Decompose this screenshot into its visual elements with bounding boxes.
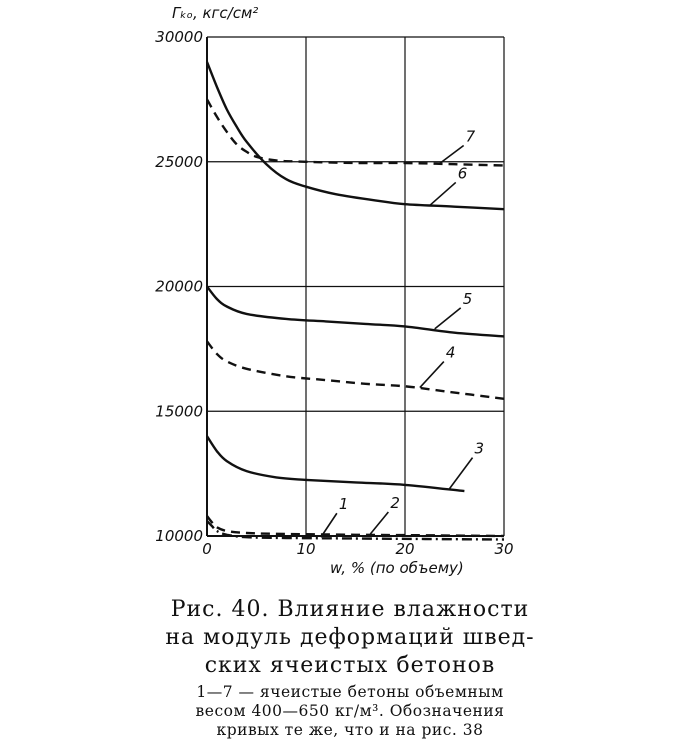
caption-note-line-1: 1—7 — ячеистые бетоны объемным [196, 683, 504, 701]
curves [207, 62, 504, 540]
x-tick-label: 20 [395, 540, 415, 558]
x-axis-label: w, % (по объему) [330, 559, 464, 577]
curve-5 [207, 287, 504, 337]
curve-4 [207, 341, 504, 398]
curve-label-leader [435, 308, 461, 329]
curve-label-5: 5 [462, 289, 473, 308]
x-tick-label: 0 [202, 540, 212, 558]
curve-label-leader [450, 458, 473, 489]
y-tick-label: 15000 [155, 402, 203, 421]
curve-7 [207, 99, 504, 165]
x-tick-label: 10 [296, 540, 316, 558]
curve-label-leader [370, 512, 388, 534]
caption-note-line-2: весом 400—650 кг/м³. Обозначения [195, 702, 505, 720]
figure-caption-note [0, 683, 700, 740]
figure-caption-title [0, 596, 700, 680]
grid [207, 37, 504, 536]
tick-labels [155, 28, 513, 558]
x-tick-label: 30 [494, 540, 514, 558]
y-tick-label: 30000 [155, 28, 203, 46]
y-tick-label: 10000 [155, 527, 203, 545]
caption-title-line-1: Рис. 40. Влияние влажности [170, 597, 530, 622]
curve-label-4: 4 [445, 343, 456, 362]
curve-6 [207, 62, 504, 209]
y-axis-label: Гₖₒ, кгс/см² [172, 4, 259, 22]
curve-label-2: 2 [390, 494, 400, 513]
curve-label-leader [430, 182, 456, 205]
y-tick-label: 25000 [155, 152, 203, 171]
caption-title-line-2: на модуль деформаций швед- [165, 625, 535, 650]
curve-3 [207, 436, 464, 491]
curve-label-6: 6 [457, 164, 468, 183]
curve-label-leader [440, 145, 464, 163]
curve-label-7: 7 [465, 127, 476, 146]
curve-2 [207, 516, 504, 536]
y-tick-label: 20000 [155, 277, 203, 296]
caption-note-line-3: кривых те же, что и на рис. 38 [216, 721, 484, 739]
curve-label-1: 1 [338, 495, 349, 514]
curve-label-3: 3 [474, 439, 485, 458]
curve-label-leader [420, 362, 444, 388]
caption-title-line-3: ских ячеистых бетонов [204, 653, 496, 678]
